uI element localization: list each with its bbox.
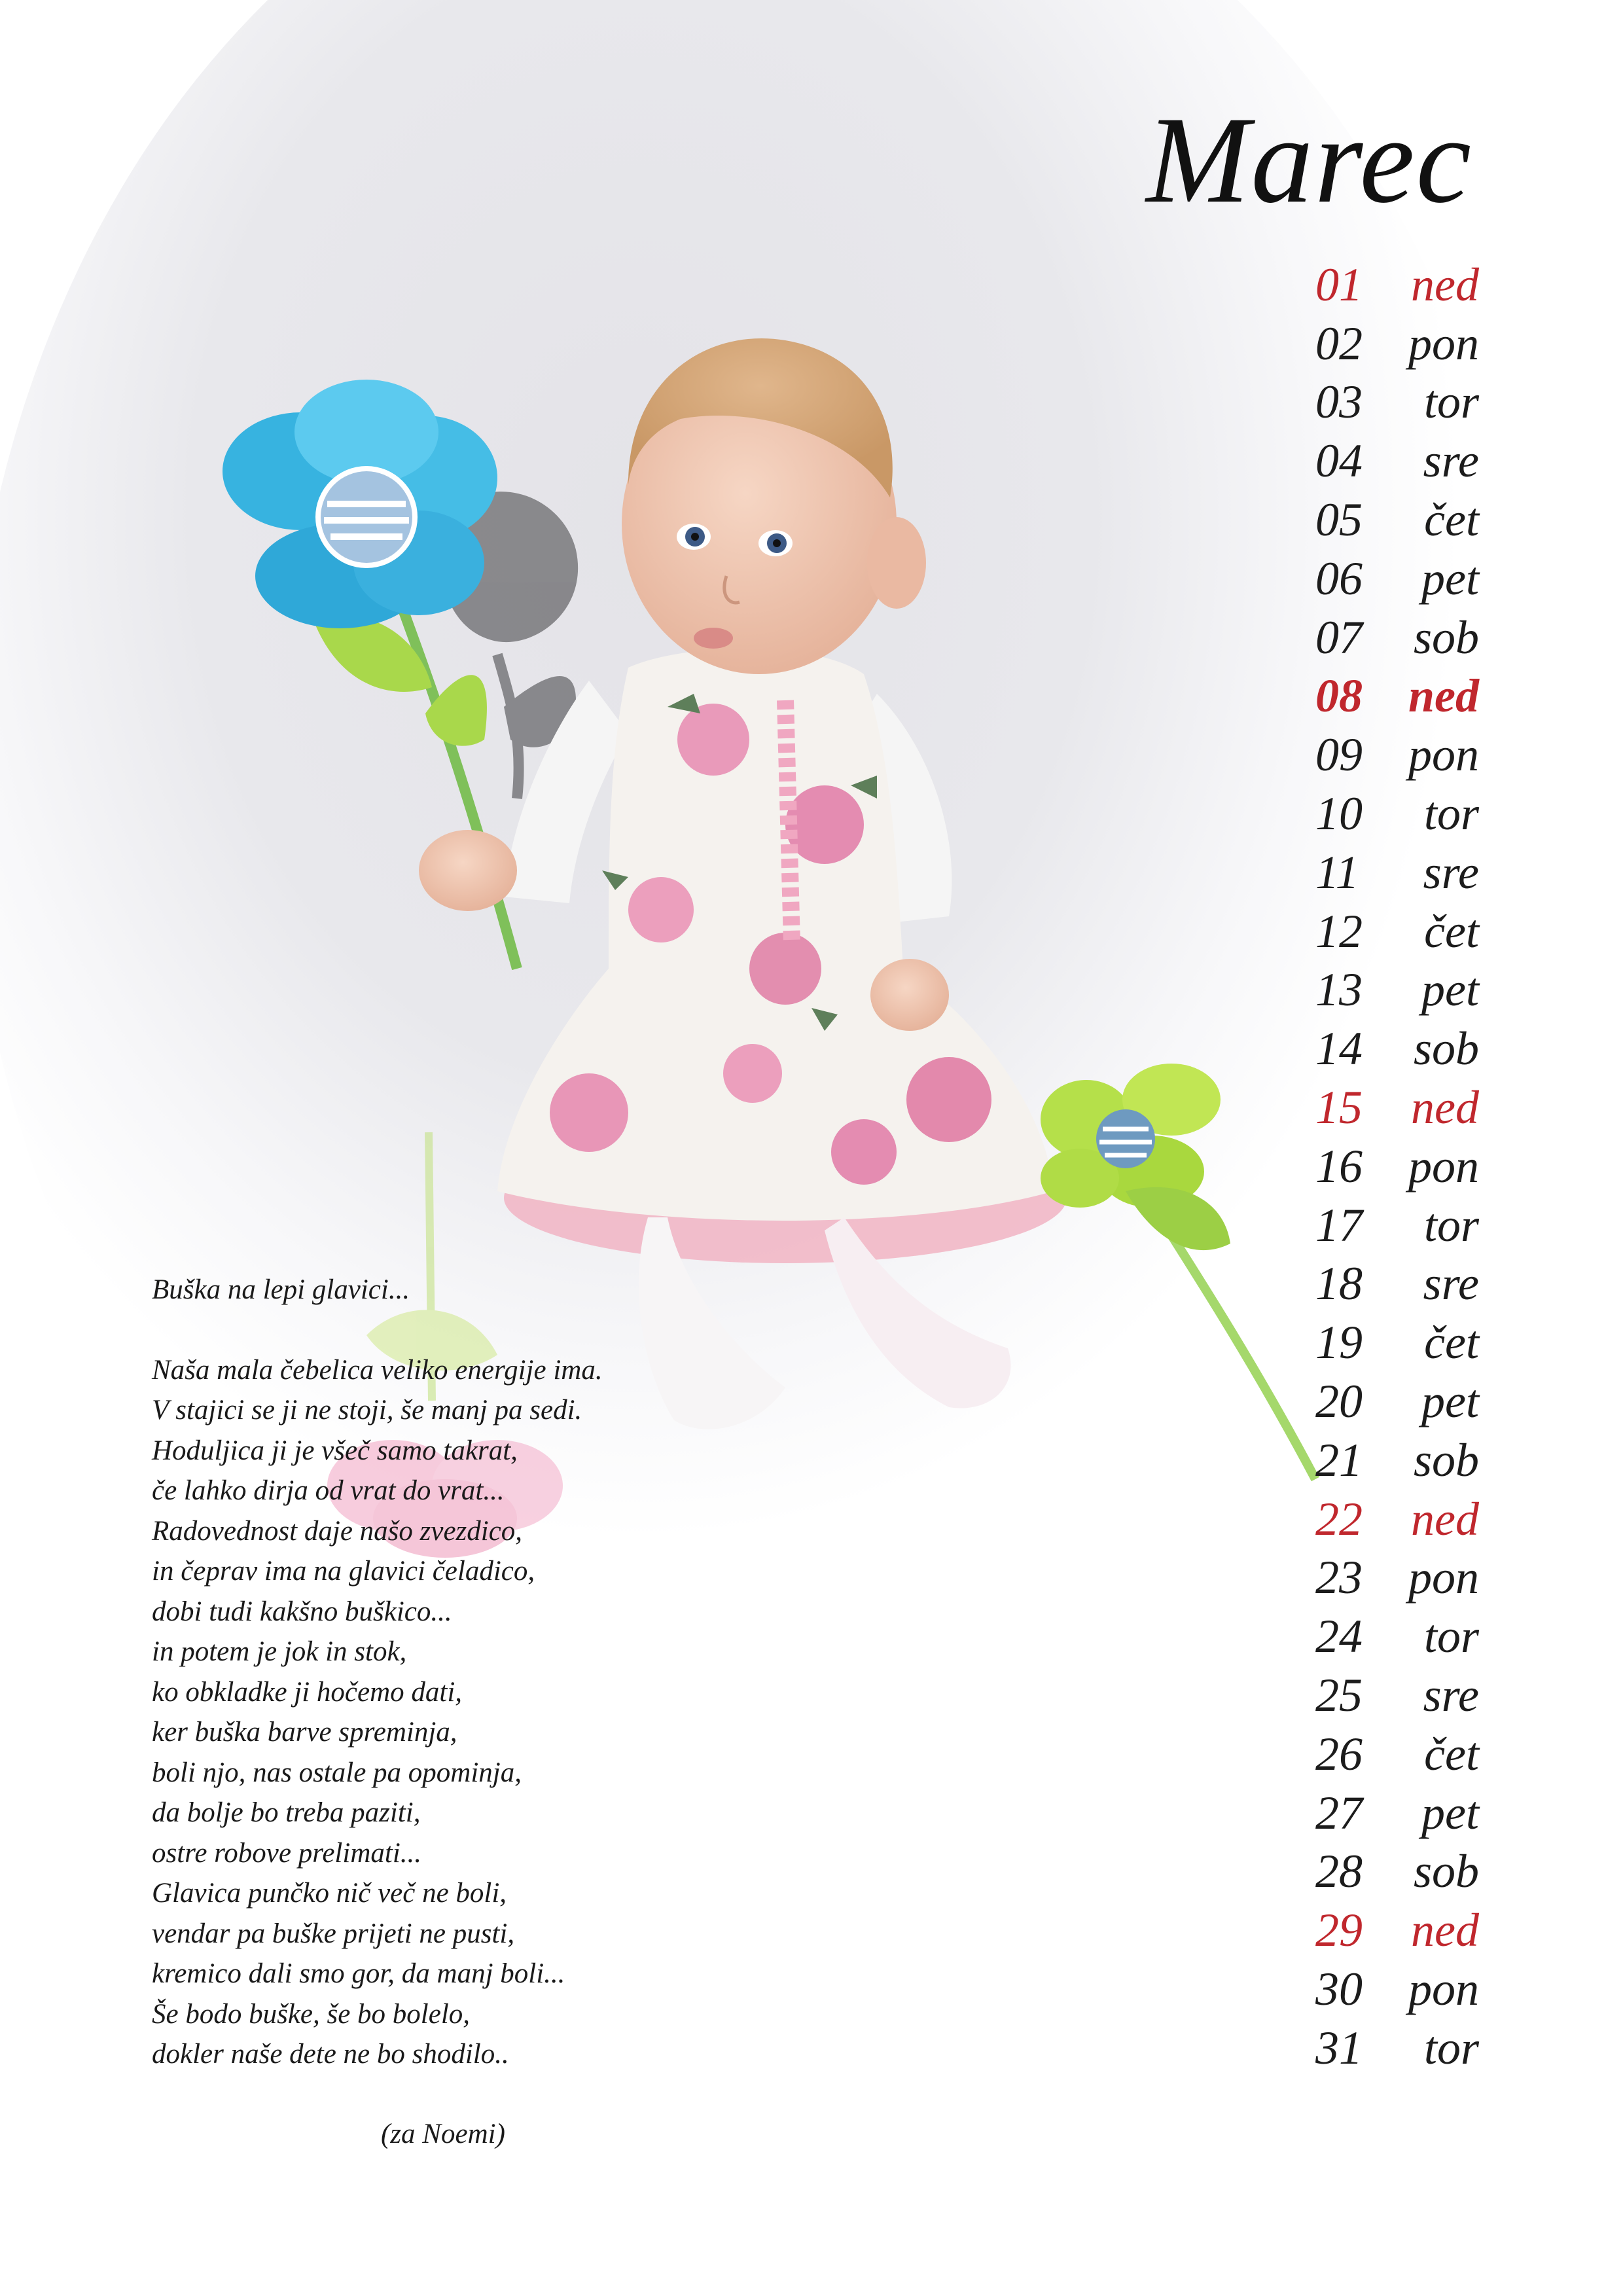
day-number: 12 — [1315, 905, 1363, 958]
day-number: 03 — [1315, 376, 1363, 429]
day-name: čet — [1424, 1316, 1479, 1369]
poem-line: in potem je jok in stok, — [152, 1636, 407, 1667]
day-number: 14 — [1315, 1022, 1363, 1075]
day-name: sre — [1423, 1257, 1479, 1310]
day-row — [1315, 1607, 1479, 1666]
day-name: ned — [1411, 1904, 1479, 1957]
day-number: 17 — [1315, 1198, 1363, 1251]
poem-line: ostre robove prelimati... — [152, 1837, 422, 1869]
poem-line: da bolje bo treba paziti, — [152, 1797, 421, 1828]
day-number: 19 — [1315, 1316, 1363, 1369]
day-number: 29 — [1315, 1904, 1363, 1957]
day-name: sob — [1413, 1022, 1479, 1075]
day-row — [1315, 961, 1479, 1020]
day-name: sob — [1413, 611, 1479, 664]
day-number: 26 — [1315, 1727, 1363, 1780]
day-name: sre — [1423, 435, 1479, 488]
day-number: 01 — [1315, 258, 1363, 311]
day-number: 25 — [1315, 1669, 1363, 1722]
day-number: 11 — [1315, 846, 1359, 899]
day-row — [1315, 784, 1479, 843]
day-number: 28 — [1315, 1845, 1363, 1898]
day-row — [1315, 431, 1479, 490]
day-name: tor — [1423, 1610, 1479, 1663]
day-row — [1315, 1137, 1479, 1196]
day-row — [1315, 314, 1479, 373]
day-row — [1315, 902, 1479, 961]
day-name: čet — [1424, 493, 1479, 547]
day-name: tor — [1423, 787, 1479, 840]
day-row — [1315, 608, 1479, 667]
day-number: 24 — [1315, 1610, 1363, 1663]
poem-line: Naša mala čebelica veliko energije ima. — [152, 1354, 603, 1386]
poem-line: Še bodo buške, še bo bolelo, — [152, 1998, 471, 2030]
poem-signature: (za Noemi) — [381, 2118, 505, 2149]
day-name: ned — [1411, 1492, 1479, 1545]
day-number: 20 — [1315, 1375, 1363, 1428]
poem-lines — [152, 1350, 741, 2075]
day-name: ned — [1408, 670, 1479, 723]
poem-line: dobi tudi kakšno buškico... — [152, 1596, 452, 1627]
day-name: sre — [1423, 1669, 1479, 1722]
poem-line: Radovednost daje našo zvezdico, — [152, 1515, 523, 1547]
day-name: pet — [1421, 1375, 1479, 1428]
day-number: 23 — [1315, 1551, 1363, 1604]
poem-line: Hoduljica ji je všeč samo takrat, — [152, 1435, 518, 1466]
days-list — [1315, 255, 1479, 2077]
day-name: pon — [1408, 1963, 1479, 2015]
day-row — [1315, 1549, 1479, 1607]
day-row — [1315, 1078, 1479, 1137]
day-number: 02 — [1315, 317, 1363, 370]
poem-line: V stajici se ji ne stoji, še manj pa sedi. — [152, 1395, 582, 1426]
day-name: pon — [1408, 1139, 1479, 1193]
poem-line: in čeprav ima na glavici čeladico, — [152, 1556, 535, 1587]
day-number: 04 — [1315, 435, 1363, 488]
poem-title: Buška na lepi glavici... — [152, 1274, 410, 1305]
day-row — [1315, 1196, 1479, 1255]
day-row — [1315, 1901, 1479, 1960]
day-row — [1315, 1960, 1479, 2018]
month-title: Marec — [1146, 92, 1472, 229]
day-number: 06 — [1315, 552, 1363, 605]
day-name: pet — [1421, 1786, 1479, 1839]
day-number: 31 — [1315, 2021, 1363, 2074]
day-name: ned — [1411, 1081, 1479, 1134]
day-number: 13 — [1315, 963, 1363, 1016]
day-number: 16 — [1315, 1139, 1363, 1193]
day-name: sre — [1423, 846, 1479, 899]
poem-line: ker buška barve spreminja, — [152, 1717, 457, 1748]
day-number: 05 — [1315, 493, 1363, 547]
poem-line: kremico dali smo gor, da manj boli... — [152, 1958, 565, 1989]
day-row — [1315, 1725, 1479, 1784]
poem-line: ko obkladke ji hočemo dati, — [152, 1676, 463, 1708]
day-row — [1315, 1842, 1479, 1901]
day-name: sob — [1413, 1845, 1479, 1898]
day-number: 18 — [1315, 1257, 1363, 1310]
day-number: 15 — [1315, 1081, 1363, 1134]
day-number: 22 — [1315, 1492, 1363, 1545]
day-name: pon — [1408, 728, 1479, 781]
day-number: 21 — [1315, 1433, 1363, 1486]
day-number: 07 — [1315, 611, 1363, 664]
day-number: 08 — [1315, 670, 1363, 723]
day-name: sob — [1413, 1433, 1479, 1486]
poem-line: če lahko dirja od vrat do vrat... — [152, 1475, 505, 1506]
day-row — [1315, 667, 1479, 726]
day-row — [1315, 549, 1479, 608]
day-row — [1315, 843, 1479, 902]
poem-line: vendar pa buške prijeti ne pusti, — [152, 1918, 515, 1949]
day-name: čet — [1424, 905, 1479, 958]
day-number: 30 — [1315, 1963, 1363, 2015]
poem-line: boli njo, nas ostale pa opominja, — [152, 1757, 522, 1788]
poem-line: dokler naše dete ne bo shodilo.. — [152, 2039, 509, 2070]
day-name: tor — [1423, 2021, 1479, 2074]
day-row — [1315, 725, 1479, 784]
day-name: tor — [1423, 376, 1479, 429]
day-name: pon — [1408, 1551, 1479, 1604]
day-row — [1315, 255, 1479, 314]
day-row — [1315, 1372, 1479, 1431]
day-row — [1315, 373, 1479, 432]
day-row — [1315, 1666, 1479, 1725]
day-name: ned — [1411, 258, 1479, 311]
day-name: čet — [1424, 1727, 1479, 1780]
day-row — [1315, 1784, 1479, 1842]
day-row — [1315, 1313, 1479, 1372]
day-row — [1315, 1255, 1479, 1314]
day-name: pet — [1421, 552, 1479, 605]
day-number: 27 — [1315, 1786, 1363, 1839]
day-name: tor — [1423, 1198, 1479, 1251]
poem — [152, 1270, 741, 2154]
day-number: 09 — [1315, 728, 1363, 781]
day-row — [1315, 490, 1479, 549]
day-row — [1315, 1019, 1479, 1078]
day-number: 10 — [1315, 787, 1363, 840]
day-row — [1315, 2018, 1479, 2077]
day-row — [1315, 1490, 1479, 1549]
day-name: pet — [1421, 963, 1479, 1016]
poem-line: Glavica punčko nič več ne boli, — [152, 1878, 507, 1909]
day-row — [1315, 1431, 1479, 1490]
day-name: pon — [1408, 317, 1479, 370]
